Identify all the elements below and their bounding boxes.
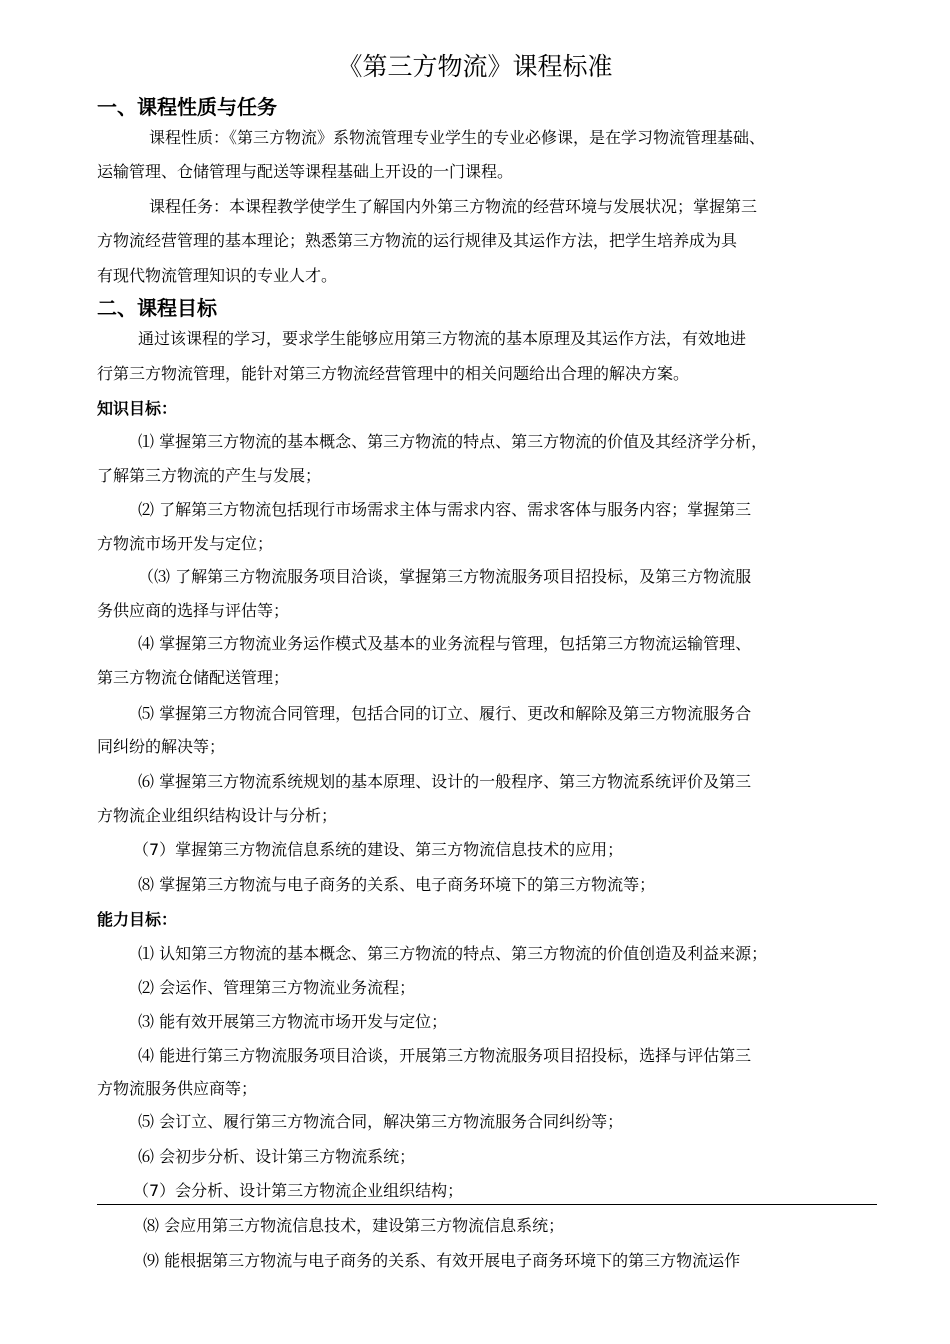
ability-item-line: ⑸ 会订立、履行第三方物流合同，解决第三方物流服务合同纠纷等； — [138, 1112, 624, 1131]
ability-item-line: ⑵ 会运作、管理第三方物流业务流程； — [138, 978, 416, 997]
section-heading-nature-task: 一、课程性质与任务 — [97, 95, 277, 119]
ability-item-line: 方物流服务供应商等； — [97, 1079, 258, 1098]
knowledge-item-line: （⑶ 了解第三方物流服务项目洽谈，掌握第三方物流服务项目招投标，及第三方物流服 — [138, 567, 752, 586]
knowledge-item-line: 第三方物流仓储配送管理； — [97, 668, 290, 687]
knowledge-item-line: 方物流企业组织结构设计与分析； — [97, 806, 338, 825]
ability-item-line: ⑻ 会应用第三方物流信息技术，建设第三方物流信息系统； — [143, 1216, 565, 1235]
section-heading-objectives: 二、课程目标 — [97, 296, 217, 320]
document-title: 《第三方物流》课程标准 — [337, 52, 613, 81]
knowledge-item-line: ⑸ 掌握第三方物流合同管理，包括合同的订立、履行、更改和解除及第三方物流服务合 — [138, 704, 752, 723]
ability-item-line: ⑹ 会初步分析、设计第三方物流系统； — [138, 1147, 416, 1166]
paragraph-task-line-1: 课程任务：本课程教学使学生了解国内外第三方物流的经营环境与发展状况；掌握第三 — [149, 197, 758, 216]
knowledge-item-line: ⑵ 了解第三方物流包括现行市场需求主体与需求内容、需求客体与服务内容；掌握第三 — [138, 500, 752, 519]
ability-item-line: （7）会分析、设计第三方物流企业组织结构； — [133, 1181, 464, 1200]
knowledge-item-line: ⑹ 掌握第三方物流系统规划的基本原理、设计的一般程序、第三方物流系统评价及第三 — [138, 772, 752, 791]
ability-item-line: ⑴ 认知第三方物流的基本概念、第三方物流的特点、第三方物流的价值创造及利益来源； — [138, 944, 768, 963]
paragraph-intro-line-1: 通过该课程的学习，要求学生能够应用第三方物流的基本原理及其运作方法，有效地进 — [138, 329, 747, 348]
paragraph-nature-line-1: 课程性质：《第三方物流》系物流管理专业学生的专业必修课，是在学习物流管理基础、 — [149, 128, 766, 147]
paragraph-nature-line-2: 运输管理、仓储管理与配送等课程基础上开设的一门课程。 — [97, 162, 514, 181]
horizontal-divider — [97, 1204, 877, 1205]
knowledge-item-line: ⑻ 掌握第三方物流与电子商务的关系、电子商务环境下的第三方物流等； — [138, 875, 656, 894]
paragraph-intro-line-2: 行第三方物流管理，能针对第三方物流经营管理中的相关问题给出合理的解决方案。 — [97, 364, 690, 383]
knowledge-item-line: 务供应商的选择与评估等； — [97, 601, 290, 620]
paragraph-task-line-3: 有现代物流管理知识的专业人才。 — [97, 266, 338, 285]
knowledge-objectives-heading: 知识目标： — [97, 399, 178, 418]
paragraph-task-line-2: 方物流经营管理的基本理论；熟悉第三方物流的运行规律及其运作方法，把学生培养成为具 — [97, 231, 738, 250]
knowledge-item-line: ⑷ 掌握第三方物流业务运作模式及基本的业务流程与管理，包括第三方物流运输管理、 — [138, 634, 752, 653]
ability-objectives-heading: 能力目标： — [97, 910, 178, 929]
ability-item-line: ⑶ 能有效开展第三方物流市场开发与定位； — [138, 1012, 448, 1031]
knowledge-item-line: （7）掌握第三方物流信息系统的建设、第三方物流信息技术的应用； — [133, 840, 624, 859]
knowledge-item-line: 了解第三方物流的产生与发展； — [97, 466, 322, 485]
ability-item-line: ⑼ 能根据第三方物流与电子商务的关系、有效开展电子商务环境下的第三方物流运作 — [143, 1251, 741, 1270]
knowledge-item-line: ⑴ 掌握第三方物流的基本概念、第三方物流的特点、第三方物流的价值及其经济学分析， — [138, 432, 768, 451]
ability-item-line: ⑷ 能进行第三方物流服务项目洽谈，开展第三方物流服务项目招投标，选择与评估第三 — [138, 1046, 752, 1065]
knowledge-item-line: 同纠纷的解决等； — [97, 737, 226, 756]
knowledge-item-line: 方物流市场开发与定位； — [97, 534, 274, 553]
